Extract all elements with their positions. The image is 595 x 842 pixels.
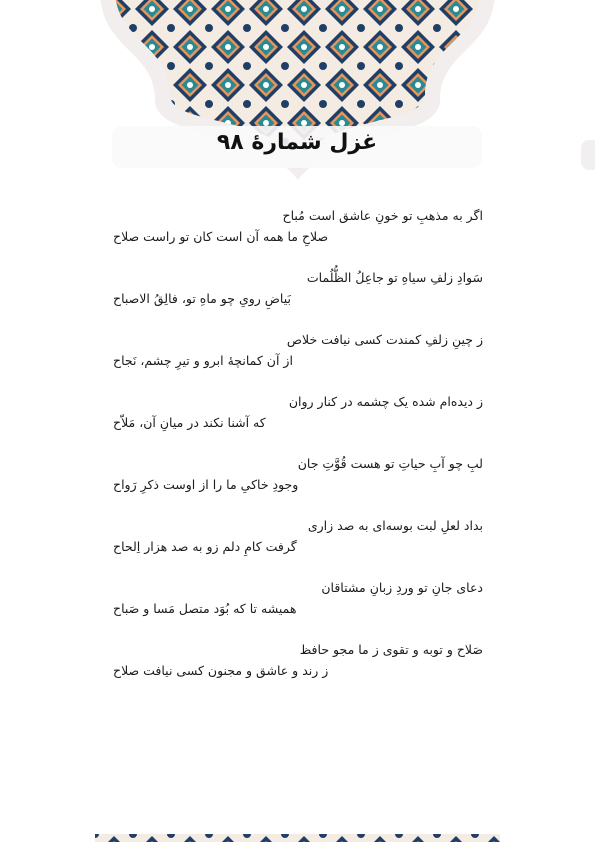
- hemistich-second: گرفت کامِ دلم زو به صد هزار اِلحاح: [113, 539, 297, 554]
- hemistich-second: از آن کمانچهٔ ابرو و تیرِ چشم، نَجاح: [113, 353, 293, 368]
- hemistich-second: صلاحِ ما همه آن است کان تو راست صلاح: [113, 229, 329, 244]
- hemistich-second: وجودِ خاکیِ ما را از اوست ذکرِ رَواح: [113, 477, 299, 492]
- hemistich-first: ز دیده‌ام شده یک چشمه در کنار روان: [288, 394, 483, 409]
- couplet: [113, 642, 483, 704]
- hemistich-first: صَلاح و توبه و تقوی ز ما مجو حافظ: [299, 642, 483, 657]
- couplet: [113, 208, 483, 270]
- hemistich-first: اگر به مذهبِ تو خونِ عاشق است مُباح: [282, 208, 483, 223]
- couplet: [113, 456, 483, 518]
- footer-ornament: [95, 834, 500, 842]
- couplet: [113, 394, 483, 456]
- hemistich-second: که آشنا نکند در میانِ آن، مَلاّح: [113, 415, 266, 430]
- couplet: [113, 580, 483, 642]
- hemistich-first: دعای جانِ تو وردِ زبانِ مشتاقان: [321, 580, 483, 595]
- hemistich-first: سَوادِ زلفِ سیاهِ تو جاعِلُ الظُّلُمات: [306, 270, 483, 285]
- corner-tab: [581, 140, 595, 170]
- couplet: [113, 332, 483, 394]
- couplet: [113, 518, 483, 580]
- couplet: [113, 270, 483, 332]
- hemistich-first: بداد لعلِ لبت بوسه‌ای به صد زاری: [307, 518, 483, 533]
- page-title: غزل شمارهٔ ۹۸: [216, 130, 378, 155]
- poem: [113, 208, 483, 704]
- hemistich-first: ز چینِ زلفِ کمندت کسی نیافت خلاص: [286, 332, 483, 347]
- hemistich-first: لبِ چو آبِ حیاتِ تو هست قُوَّتِ جان: [297, 456, 483, 471]
- hemistich-second: بَیاضِ رویِ چو ماهِ تو، فالِقُ الاصباح: [113, 291, 291, 306]
- hemistich-second: همیشه تا که بُوَد متصل مَسا و صَباح: [113, 601, 297, 616]
- hemistich-second: ز رند و عاشق و مجنون کسی نیافت صلاح: [113, 663, 329, 678]
